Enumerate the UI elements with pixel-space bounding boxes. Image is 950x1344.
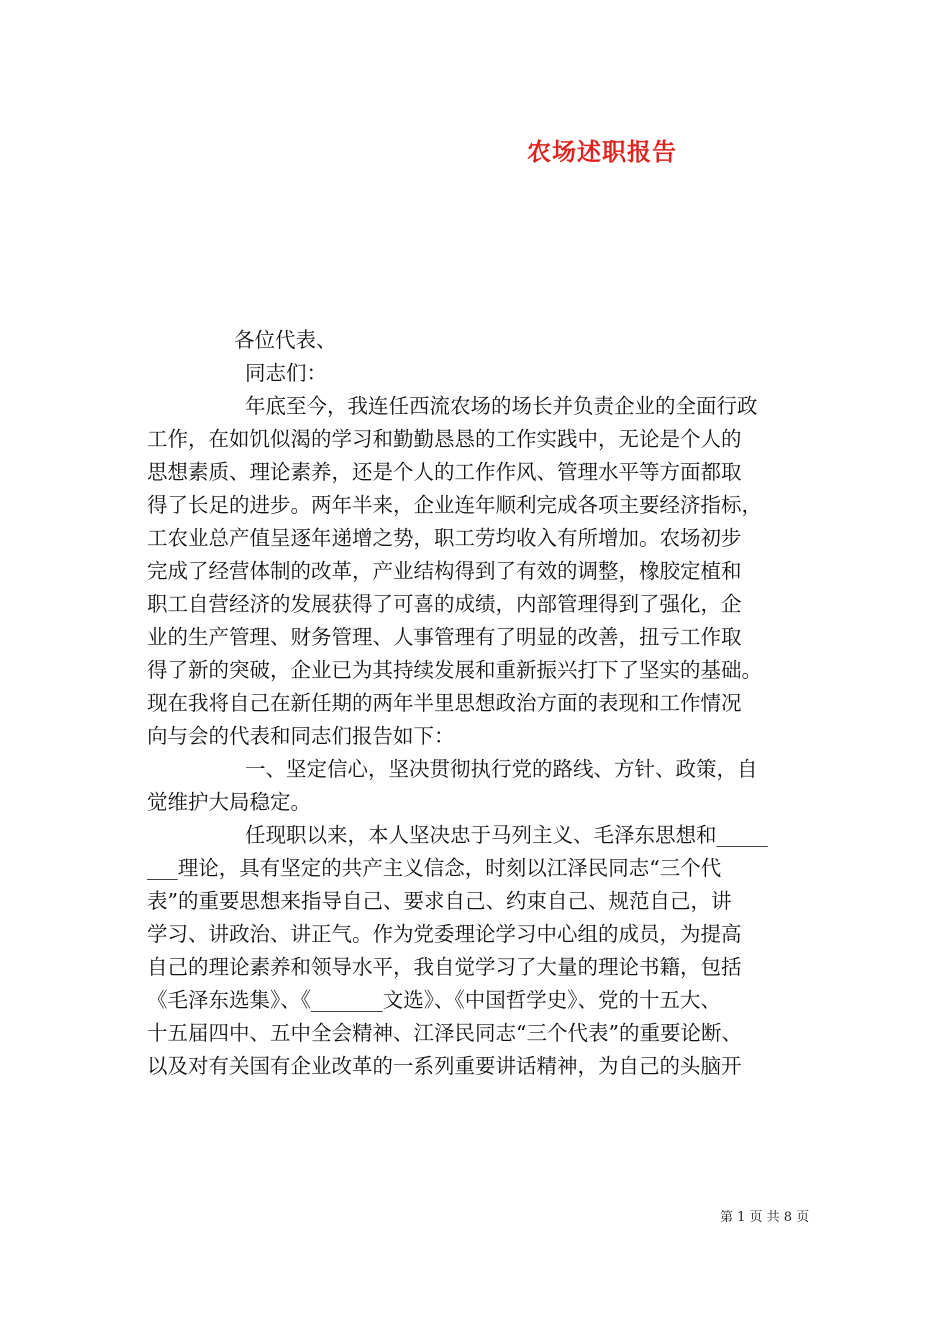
page-number-footer: 第 1 页 共 8 页 [720, 1210, 810, 1225]
paragraph-line: 年底至今，我连任西流农场的场长并负责企业的全面行政 [245, 394, 758, 418]
paragraph-line: 职工自营经济的发展获得了可喜的成绩，内部管理得到了强化，企 [147, 592, 742, 616]
document-body [147, 324, 809, 1083]
paragraph-line: 任现职以来，本人坚决忠于马列主义、毛泽东思想和_____ [245, 823, 768, 847]
paragraph-line: 思想素质、理论素养，还是个人的工作作风、管理水平等方面都取 [147, 460, 742, 484]
paragraph-line: 学习、讲政治、讲正气。作为党委理论学习中心组的成员，为提高 [147, 922, 742, 946]
paragraph-line: 业的生产管理、财务管理、人事管理有了明显的改善，扭亏工作取 [147, 625, 742, 649]
section-heading-line: 一、坚定信心，坚决贯彻执行党的路线、方针、政策，自 [245, 757, 758, 781]
paragraph-line: ___理论，具有坚定的共产主义信念，时刻以江泽民同志“三个代 [147, 856, 722, 880]
paragraph-line: 《毛泽东选集》、《_______文选》、《中国哲学史》、党的十五大、 [147, 988, 721, 1012]
document-title: 农场述职报告 [527, 137, 677, 166]
salutation-line: 各位代表、 [234, 328, 337, 352]
paragraph-line: 现在我将自己在新任期的两年半里思想政治方面的表现和工作情况 [147, 691, 742, 715]
paragraph-line: 十五届四中、五中全会精神、江泽民同志“三个代表”的重要论断、 [147, 1021, 742, 1045]
salutation-line: 同志们： [245, 361, 327, 385]
paragraph-line: 得了新的突破，企业已为其持续发展和重新振兴打下了坚实的基础。 [147, 658, 762, 682]
paragraph-line: 自己的理论素养和领导水平，我自觉学习了大量的理论书籍，包括 [147, 955, 742, 979]
paragraph-line: 工作，在如饥似渴的学习和勤勤恳恳的工作实践中，无论是个人的 [147, 427, 742, 451]
paragraph-line: 以及对有关国有企业改革的一系列重要讲话精神，为自己的头脑开 [147, 1054, 742, 1078]
paragraph-line: 工农业总产值呈逐年递增之势，职工劳均收入有所增加。农场初步 [147, 526, 742, 550]
paragraph-line: 得了长足的进步。两年半来，企业连年顺利完成各项主要经济指标， [147, 493, 762, 517]
section-heading-line: 觉维护大局稳定。 [147, 790, 311, 814]
paragraph-line: 向与会的代表和同志们报告如下： [147, 724, 455, 748]
paragraph-line: 完成了经营体制的改革，产业结构得到了有效的调整，橡胶定植和 [147, 559, 742, 583]
paragraph-line: 表”的重要思想来指导自己、要求自己、约束自己、规范自己，讲 [147, 889, 732, 913]
